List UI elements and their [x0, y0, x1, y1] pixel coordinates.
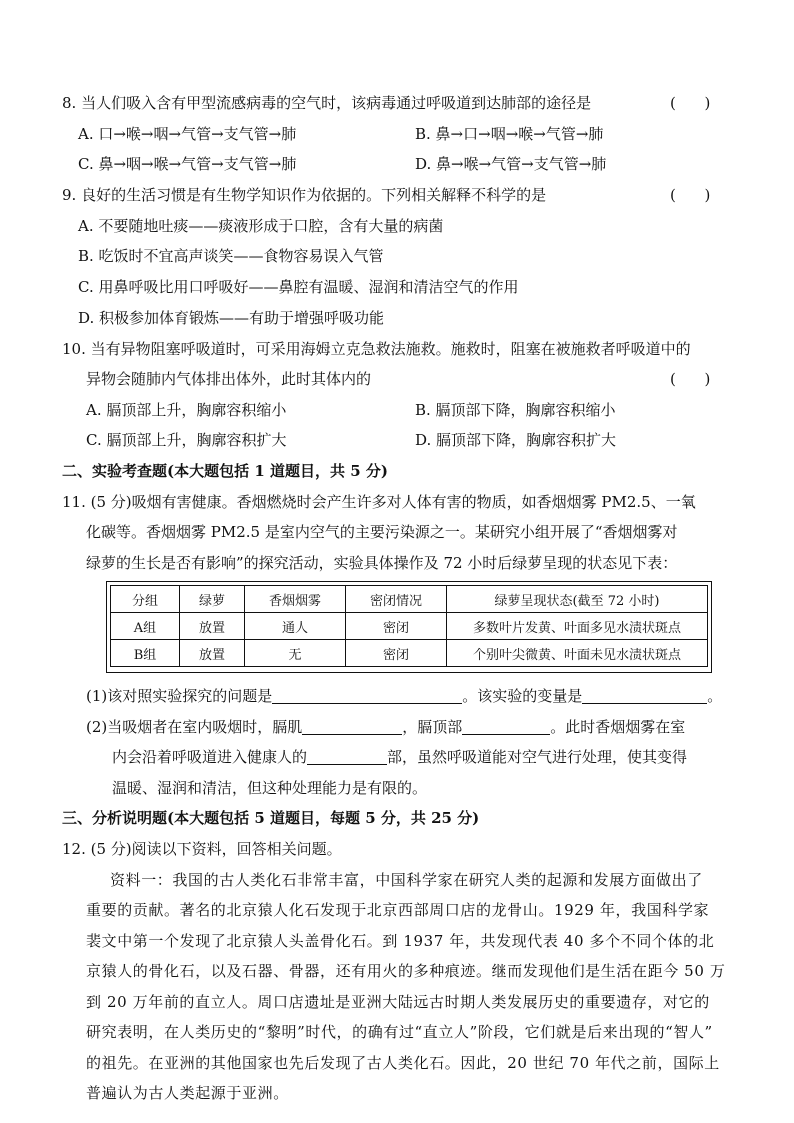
table-cell: 放置	[180, 640, 245, 667]
q11-stem-line3: 绿萝的生长是否有影响”的探究活动，实验具体操作及 72 小时后绿萝呈现的状态见下表：	[86, 554, 678, 572]
q12-material-line: 普遍认为古人类起源于亚洲。	[86, 1084, 289, 1102]
q11-subquestion-2	[86, 716, 685, 738]
q10-option-a: A. 膈顶部上升，胸廓容积缩小	[86, 401, 287, 419]
experiment-table	[110, 585, 708, 667]
q10-stem-line1: 10. 当有异物阻塞呼吸道时，可采用海姆立克急救法施救。施救时，阻塞在被施救者呼吸道中的	[62, 340, 691, 358]
table-header-cell: 香烟烟雾	[245, 586, 346, 613]
q10-option-b: B. 膈顶部下降，胸廓容积缩小	[415, 401, 616, 419]
q12-stem: 12. (5 分)阅读以下资料，回答相关问题。	[62, 840, 342, 858]
q11-sub1-blank-variable[interactable]	[582, 687, 707, 704]
q11-sub2-blank-dome[interactable]	[462, 718, 550, 735]
q11-sub1-text-c: 。	[707, 687, 723, 705]
q11-sub2-text-a: (2)当吸烟者在室内吸烟时，膈肌	[86, 718, 303, 736]
q11-sub1-blank-question[interactable]	[272, 687, 462, 704]
q8-stem: 8. 当人们吸入含有甲型流感病毒的空气时，该病毒通过呼吸道到达肺部的途径是	[62, 94, 592, 112]
table-cell: 无	[245, 640, 346, 667]
q10-answer-paren: ( )	[670, 370, 711, 388]
q11-sub1-text-b: 。该实验的变量是	[462, 687, 583, 705]
q8-option-b: B. 鼻→口→咽→喉→气管→肺	[415, 125, 604, 143]
q8-option-c: C. 鼻→咽→喉→气管→支气管→肺	[78, 155, 297, 173]
q10-option-c: C. 膈顶部上升，胸廓容积扩大	[86, 431, 287, 449]
q11-sub2-blank-diaphragm[interactable]	[302, 718, 402, 735]
table-header-cell: 绿萝呈现状态(截至 72 小时)	[447, 586, 708, 613]
table-row	[111, 640, 708, 667]
section-3-heading: 三、分析说明题(本大题包括 5 道题目，每题 5 分，共 25 分)	[62, 809, 480, 827]
table-cell: 多数叶片发黄、叶面多见水渍状斑点	[447, 613, 708, 640]
q11-sub2-blank-organ[interactable]	[307, 748, 387, 765]
q11-sub2-text-b: ，膈顶部	[402, 718, 463, 736]
section-2-heading: 二、实验考查题(本大题包括 1 道题目，共 5 分)	[62, 462, 388, 480]
table-cell: 通人	[245, 613, 346, 640]
q11-stem-line1: 11. (5 分)吸烟有害健康。香烟燃烧时会产生许多对人体有害的物质，如香烟烟雾 PM2.5、一氧	[62, 493, 696, 511]
q9-option-a: A. 不要随地吐痰——痰液形成于口腔，含有大量的病菌	[78, 217, 444, 235]
q11-subquestion-1	[86, 685, 722, 707]
table-row	[111, 613, 708, 640]
q9-option-d: D. 积极参加体育锻炼——有助于增强呼吸功能	[78, 309, 385, 327]
q11-subquestion-2-line3: 温暖、湿润和清洁，但这种处理能力是有限的。	[112, 779, 428, 797]
q10-option-d: D. 膈顶部下降，胸廓容积扩大	[415, 431, 617, 449]
q9-answer-paren: ( )	[670, 186, 711, 204]
q11-sub2-text-e: 部，虽然呼吸道能对空气进行处理，使其变得	[387, 748, 688, 766]
table-cell: 密闭	[346, 613, 447, 640]
q11-sub2-text-d: 内会沿着呼吸道进入健康人的	[112, 748, 308, 766]
q9-option-c: C. 用鼻呼吸比用口呼吸好——鼻腔有温暖、湿润和清洁空气的作用	[78, 278, 519, 296]
q8-option-a: A. 口→喉→咽→气管→支气管→肺	[78, 125, 297, 143]
table-header-row	[111, 586, 708, 613]
q8-answer-paren: ( )	[670, 94, 711, 112]
table-cell: 个别叶尖微黄、叶面未见水渍状斑点	[447, 640, 708, 667]
table-cell: B组	[111, 640, 180, 667]
q12-material-line: 资料一：我国的古人类化石非常丰富，中国科学家在研究人类的起源和发展方面做出了	[110, 871, 703, 889]
q12-material-line: 的祖先。在亚洲的其他国家也先后发现了古人类化石。因此，20 世纪 70 年代之前，国际上	[86, 1054, 720, 1072]
table-cell: 密闭	[346, 640, 447, 667]
q9-option-b: B. 吃饭时不宜高声谈笑——食物容易误入气管	[78, 247, 384, 265]
q9-stem: 9. 良好的生活习惯是有生物学知识作为依据的。下列相关解释不科学的是	[62, 186, 547, 204]
table-cell: 放置	[180, 613, 245, 640]
q11-sub1-text-a: (1)该对照实验探究的问题是	[86, 687, 273, 705]
q8-option-d: D. 鼻→喉→气管→支气管→肺	[415, 155, 607, 173]
q11-stem-line2: 化碳等。香烟烟雾 PM2.5 是室内空气的主要污染源之一。某研究小组开展了“香烟烟雾对	[86, 523, 678, 541]
q10-stem-line2: 异物会随肺内气体排出体外，此时其体内的	[86, 370, 372, 388]
q11-sub2-text-c: 。此时香烟烟雾在室	[550, 718, 686, 736]
q12-material-line: 京猿人的骨化石，以及石器、骨器，还有用火的多种痕迹。继而发现他们是生活在距今 50 万	[86, 962, 726, 980]
table-header-cell: 密闭情况	[346, 586, 447, 613]
q12-material-line: 重要的贡献。著名的北京猿人化石发现于北京西部周口店的龙骨山。1929 年，我国科学家	[86, 901, 710, 919]
table-cell: A组	[111, 613, 180, 640]
table-header-cell: 绿萝	[180, 586, 245, 613]
q12-material-line: 研究表明，在人类历史的“黎明”时代，的确有过“直立人”阶段，它们就是后来出现的“智人”	[86, 1023, 713, 1041]
table-header-cell: 分组	[111, 586, 180, 613]
q11-subquestion-2-line2	[112, 746, 687, 768]
q12-material-line: 裴文中第一个发现了北京猿人头盖骨化石。到 1937 年，共发现代表 40 多个不同个体的北	[86, 932, 715, 950]
q12-material-line: 到 20 万年前的直立人。周口店遗址是亚洲大陆远古时期人类发展历史的重要遗存，对它的	[86, 993, 710, 1011]
